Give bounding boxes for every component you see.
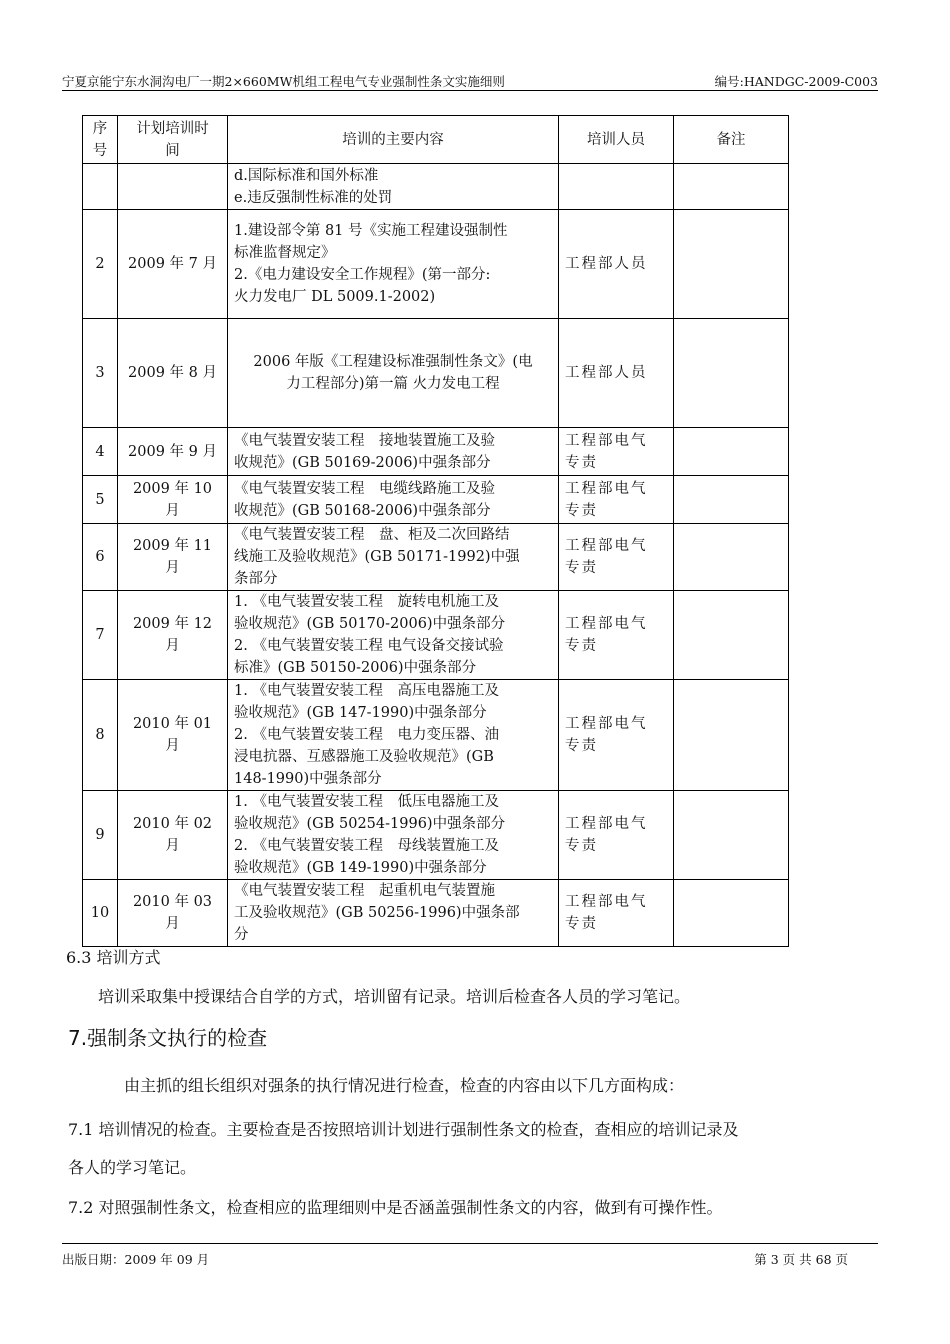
row-person: 工程部电气 专责: [559, 428, 674, 476]
row-remark: [674, 164, 789, 210]
row-person: 工程部人员: [559, 319, 674, 428]
row-time: 2009 年 10 月: [118, 476, 228, 524]
row-no: 8: [83, 680, 118, 791]
row-time: 2009 年 8 月: [118, 319, 228, 428]
page-footer: [62, 1243, 878, 1267]
row-time: 2009 年 11 月: [118, 524, 228, 591]
row-time: [118, 164, 228, 210]
row-remark: [674, 680, 789, 791]
row-no: 2: [83, 210, 118, 319]
row-no: 9: [83, 791, 118, 880]
training-plan-table: [82, 115, 789, 947]
row-content: 2006 年版《工程建设标准强制性条文》(电 力工程部分)第一篇 火力发电工程: [228, 319, 559, 428]
row-content: 1. 《电气装置安装工程 低压电器施工及 验收规范》(GB 50254-1996)中强条部分 2. 《电气装置安装工程 母线装置施工及 验收规范》(GB 149-1990)中强条部分: [228, 791, 559, 880]
section-6-3-text: 培训采取集中授课结合自学的方式，培训留有记录。培训后检查各人员的学习笔记。: [98, 987, 691, 1006]
row-person: 工程部电气 专责: [559, 791, 674, 880]
table-row: [83, 428, 789, 476]
row-no: 7: [83, 591, 118, 680]
row-person: 工程部电气 专责: [559, 524, 674, 591]
col-header-person: 培训人员: [559, 116, 674, 164]
row-time: 2010 年 02 月: [118, 791, 228, 880]
row-no: 10: [83, 880, 118, 947]
row-time: 2010 年 01 月: [118, 680, 228, 791]
section-6-3-title: 6.3 培训方式: [66, 948, 161, 967]
row-remark: [674, 210, 789, 319]
table-row: [83, 210, 789, 319]
page-header: [62, 72, 878, 91]
row-time: 2009 年 9 月: [118, 428, 228, 476]
section-7-heading: 7.强制条文执行的检查: [68, 1026, 268, 1050]
page-number: 第 3 页 共 68 页: [754, 1252, 848, 1267]
row-time: 2010 年 03 月: [118, 880, 228, 947]
section-7-1-line2: 各人的学习笔记。: [68, 1158, 197, 1177]
row-remark: [674, 524, 789, 591]
col-header-no: 序 号: [83, 116, 118, 164]
row-time: 2009 年 12 月: [118, 591, 228, 680]
col-header-content: 培训的主要内容: [228, 116, 559, 164]
col-header-remark: 备注: [674, 116, 789, 164]
publish-date: 出版日期：2009 年 09 月: [62, 1252, 210, 1267]
row-content: d.国际标准和国外标准 e.违反强制性标准的处罚: [228, 164, 559, 210]
row-remark: [674, 428, 789, 476]
row-remark: [674, 476, 789, 524]
row-remark: [674, 591, 789, 680]
row-no: 6: [83, 524, 118, 591]
row-time: 2009 年 7 月: [118, 210, 228, 319]
table-row: [83, 880, 789, 947]
table-row: [83, 680, 789, 791]
table-row: [83, 476, 789, 524]
table-row: [83, 524, 789, 591]
row-person: 工程部电气 专责: [559, 880, 674, 947]
header-title: 宁夏京能宁东水洞沟电厂一期2×660MW机组工程电气专业强制性条文实施细则: [62, 74, 505, 89]
row-content: 《电气装置安装工程 接地装置施工及验 收规范》(GB 50169-2006)中强条部分: [228, 428, 559, 476]
table-row: [83, 591, 789, 680]
section-7-2: 7.2 对照强制性条文，检查相应的监理细则中是否涵盖强制性条文的内容，做到有可操作性。: [68, 1198, 723, 1217]
table-header-row: [83, 116, 789, 164]
col-header-time: 计划培训时 间: [118, 116, 228, 164]
row-remark: [674, 791, 789, 880]
header-code: 编号:HANDGC-2009-C003: [714, 74, 878, 89]
row-content: 《电气装置安装工程 盘、柜及二次回路结 线施工及验收规范》(GB 50171-1992)中强 条部分: [228, 524, 559, 591]
row-no: 5: [83, 476, 118, 524]
row-no: 4: [83, 428, 118, 476]
row-no: [83, 164, 118, 210]
row-person: 工程部人员: [559, 210, 674, 319]
row-person: 工程部电气 专责: [559, 591, 674, 680]
row-content: 1.建设部令第 81 号《实施工程建设强制性 标准监督规定》 2.《电力建设安全工作规程》(第一部分: 火力发电厂 DL 5009.1-2002): [228, 210, 559, 319]
row-person: [559, 164, 674, 210]
row-person: 工程部电气 专责: [559, 680, 674, 791]
row-remark: [674, 880, 789, 947]
row-no: 3: [83, 319, 118, 428]
table-row: [83, 791, 789, 880]
row-content: 1. 《电气装置安装工程 高压电器施工及 验收规范》(GB 147-1990)中强条部分 2. 《电气装置安装工程 电力变压器、油 浸电抗器、互感器施工及验收规范》(GB 148-1990)中强条部分: [228, 680, 559, 791]
row-remark: [674, 319, 789, 428]
row-content: 《电气装置安装工程 起重机电气装置施 工及验收规范》(GB 50256-1996)中强条部 分: [228, 880, 559, 947]
row-content: 1. 《电气装置安装工程 旋转电机施工及 验收规范》(GB 50170-2006)中强条部分 2. 《电气装置安装工程 电气设备交接试验 标准》(GB 50150-2006)中强条部分: [228, 591, 559, 680]
table-row: [83, 319, 789, 428]
section-7-intro: 由主抓的组长组织对强条的执行情况进行检查，检查的内容由以下几方面构成：: [124, 1076, 685, 1095]
section-7-1-line1: 7.1 培训情况的检查。主要检查是否按照培训计划进行强制性条文的检查，查相应的培训记录及: [68, 1120, 739, 1139]
table-row: [83, 164, 789, 210]
row-person: 工程部电气 专责: [559, 476, 674, 524]
row-content: 《电气装置安装工程 电缆线路施工及验 收规范》(GB 50168-2006)中强条部分: [228, 476, 559, 524]
